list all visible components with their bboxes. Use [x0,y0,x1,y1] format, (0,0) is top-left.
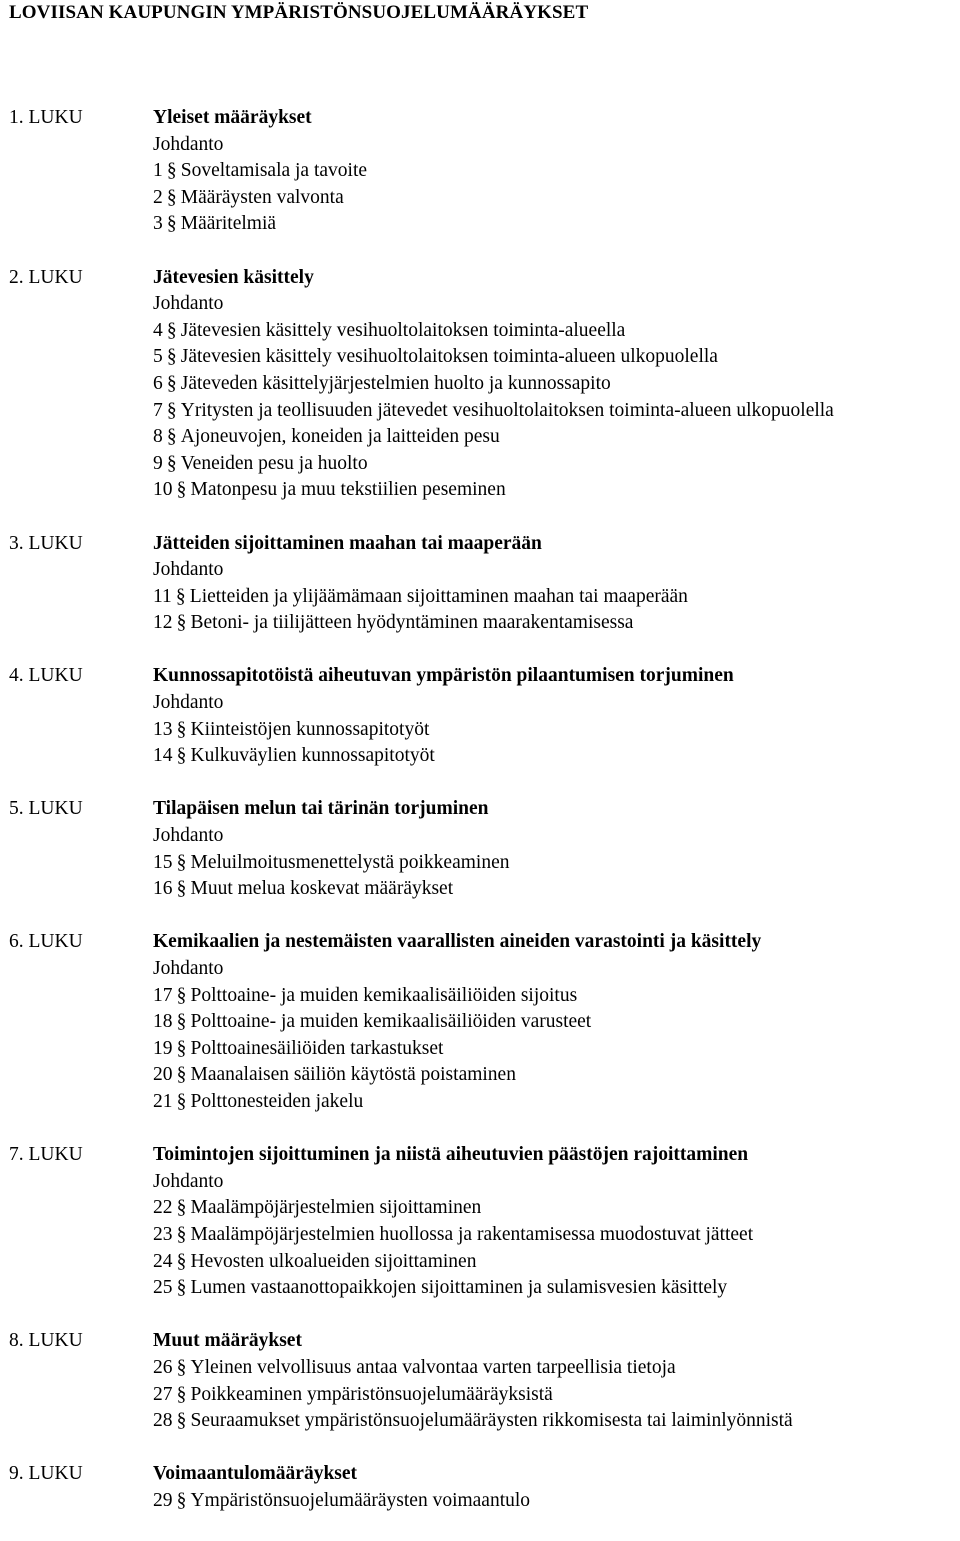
chapter-heading [0,1461,960,1488]
section-number: 16 [153,878,173,900]
section-entry [153,610,633,637]
chapter-heading [0,265,960,292]
chapter-heading [0,796,960,823]
intro-label: Johdanto [153,133,224,155]
section-item [0,983,960,1010]
paragraph-sign: § [166,186,177,208]
section-item [0,451,960,478]
section-title: Veneiden pesu ja huolto [180,452,368,474]
chapter-title: Kemikaalien ja nestemäisten vaarallisten aineiden varastointi ja käsittely [153,931,762,953]
section-number: 1 [153,160,163,182]
section-item [0,158,960,185]
chapter-title: Kunnossapitotöistä aiheutuvan ympäristön pilaantumisen torjuminen [153,665,734,687]
chapter-number: 3. LUKU [9,532,83,554]
section-item [0,876,960,903]
section-title: Jätevesien käsittely vesihuoltolaitoksen toiminta-alueella [180,319,626,341]
section-item [0,584,960,611]
chapter-title: Voimaantulomääräykset [153,1463,358,1485]
section-item [0,1195,960,1222]
chapter-heading [0,663,960,690]
section-title: Meluilmoitusmenettelystä poikkeaminen [190,851,510,873]
section-number: 21 [153,1090,173,1112]
section-entry [153,1089,363,1116]
section-title: Hevosten ulkoalueiden sijoittaminen [190,1250,477,1272]
section-entry [153,1249,476,1276]
section-entry [153,1382,553,1409]
section-item [0,211,960,238]
section-title: Soveltamisala ja tavoite [180,160,368,182]
section-number: 9 [153,452,163,474]
section-item [0,743,960,770]
chapter-intro [0,956,960,983]
section-number: 13 [153,718,173,740]
paragraph-sign: § [166,426,177,448]
section-number: 24 [153,1250,173,1272]
paragraph-sign: § [176,479,187,501]
paragraph-sign: § [166,160,177,182]
section-entry [153,1009,591,1036]
section-number: 5 [153,346,163,368]
chapter-heading [0,1142,960,1169]
paragraph-sign: § [176,1489,187,1511]
section-item [0,318,960,345]
section-item [0,1355,960,1382]
section-number: 19 [153,1037,173,1059]
section-item [0,850,960,877]
section-entry [153,477,506,504]
chapter-heading [0,105,960,132]
section-number: 26 [153,1356,173,1378]
chapter-number: 4. LUKU [9,665,83,687]
section-number: 27 [153,1383,173,1405]
section-number: 12 [153,612,173,634]
section-entry [153,983,577,1010]
chapter-title: Muut määräykset [153,1330,302,1352]
section-number: 18 [153,1011,173,1033]
chapter-number: 1. LUKU [9,107,83,128]
chapter-title: Toimintojen sijoittuminen ja niistä aiheutuvien päästöjen rajoittaminen [153,1144,749,1166]
section-number: 25 [153,1277,173,1299]
chapter-2 [0,265,960,504]
section-title: Yleinen velvollisuus antaa valvontaa varten tarpeellisia tietoja [190,1356,676,1378]
section-entry [153,211,276,238]
paragraph-sign: § [166,319,177,341]
chapter-5 [0,796,960,902]
chapter-8 [0,1328,960,1434]
section-title: Polttoaine- ja muiden kemikaalisäiliöiden varusteet [190,1011,592,1033]
section-number: 8 [153,426,163,448]
section-entry [153,451,368,478]
section-entry [153,876,453,903]
paragraph-sign: § [176,1383,187,1405]
paragraph-sign: § [166,452,177,474]
paragraph-sign: § [176,1197,187,1219]
intro-label: Johdanto [153,559,224,581]
intro-label: Johdanto [153,293,224,315]
paragraph-sign: § [166,213,177,235]
section-number: 17 [153,984,173,1006]
chapter-heading [0,929,960,956]
section-entry [153,1355,676,1382]
section-entry [153,1195,481,1222]
section-item [0,344,960,371]
section-entry [153,371,611,398]
section-number: 22 [153,1197,173,1219]
section-entry [153,1062,516,1089]
section-title: Kulkuväylien kunnossapitotyöt [190,745,435,767]
section-title: Seuraamukset ympäristönsuojelumääräysten rikkomisesta tai laiminlyönnistä [190,1410,793,1432]
section-number: 28 [153,1410,173,1432]
chapter-intro [0,291,960,318]
chapter-number: 2. LUKU [9,266,83,288]
section-title: Maalämpöjärjestelmien huollossa ja rakentamisessa muodostuvat jätteet [190,1223,754,1245]
section-item [0,1009,960,1036]
paragraph-sign: § [176,1356,187,1378]
section-title: Polttonesteiden jakelu [190,1090,364,1112]
section-entry [153,185,344,212]
chapter-intro [0,1169,960,1196]
chapter-title: Yleiset määräykset [153,107,312,128]
intro-label: Johdanto [153,825,224,847]
section-title: Betoni- ja tiilijätteen hyödyntäminen maarakentamisessa [190,612,634,634]
section-title: Määräysten valvonta [180,186,344,208]
chapter-title: Tilapäisen melun tai tärinän torjuminen [153,798,489,820]
section-number: 14 [153,745,173,767]
section-item [0,1062,960,1089]
section-item [0,1408,960,1435]
section-title: Lietteiden ja ylijäämämaan sijoittaminen maahan tai maaperään [189,585,688,607]
section-title: Kiinteistöjen kunnossapitotyöt [190,718,430,740]
paragraph-sign: § [176,612,187,634]
chapter-9 [0,1461,960,1514]
section-number: 11 [153,585,172,607]
section-title: Määritelmiä [180,213,277,235]
chapter-intro [0,823,960,850]
section-entry [153,1222,753,1249]
section-item [0,1488,960,1515]
section-item [0,1275,960,1302]
paragraph-sign: § [175,585,186,607]
section-entry [153,318,625,345]
section-item [0,717,960,744]
paragraph-sign: § [176,718,187,740]
chapter-heading [0,531,960,558]
section-entry [153,1488,530,1515]
section-item [0,371,960,398]
chapter-number: 8. LUKU [9,1330,83,1352]
paragraph-sign: § [176,1223,187,1245]
paragraph-sign: § [176,1277,187,1299]
section-item [0,1249,960,1276]
section-item [0,477,960,504]
section-number: 7 [153,399,163,421]
chapter-3 [0,531,960,637]
section-entry [153,158,367,185]
paragraph-sign: § [166,372,177,394]
paragraph-sign: § [176,851,187,873]
section-title: Ajoneuvojen, koneiden ja laitteiden pesu [180,426,500,448]
chapter-4 [0,663,960,769]
chapter-number: 5. LUKU [9,798,83,820]
chapter-title: Jätteiden sijoittaminen maahan tai maaperään [153,532,542,554]
section-title: Lumen vastaanottopaikkojen sijoittaminen ja sulamisvesien käsittely [190,1277,728,1299]
chapter-6 [0,929,960,1115]
section-item [0,1222,960,1249]
section-item [0,1089,960,1116]
section-entry [153,344,718,371]
section-title: Jätevesien käsittely vesihuoltolaitoksen toiminta-alueen ulkopuolella [180,346,718,368]
chapter-number: 7. LUKU [9,1144,83,1166]
chapter-intro [0,690,960,717]
section-entry [153,1275,727,1302]
paragraph-sign: § [176,1090,187,1112]
paragraph-sign: § [166,399,177,421]
section-number: 15 [153,851,173,873]
chapter-7 [0,1142,960,1302]
section-title: Maalämpöjärjestelmien sijoittaminen [190,1197,482,1219]
section-entry [153,584,688,611]
section-number: 2 [153,186,163,208]
section-number: 6 [153,372,163,394]
section-title: Matonpesu ja muu tekstiilien peseminen [190,479,506,501]
section-entry [153,717,429,744]
paragraph-sign: § [176,1250,187,1272]
section-number: 4 [153,319,163,341]
section-entry [153,424,500,451]
paragraph-sign: § [176,878,187,900]
paragraph-sign: § [176,1037,187,1059]
chapter-number: 9. LUKU [9,1463,83,1485]
paragraph-sign: § [166,346,177,368]
paragraph-sign: § [176,745,187,767]
document-title: LOVIISAN KAUPUNGIN YMPÄRISTÖNSUOJELUMÄÄRÄYKSET [9,2,589,23]
table-of-contents [0,105,960,1541]
intro-label: Johdanto [153,692,224,714]
section-entry [153,1408,793,1435]
chapter-intro [0,132,960,159]
intro-label: Johdanto [153,1170,224,1192]
paragraph-sign: § [176,1410,187,1432]
section-number: 3 [153,213,163,235]
section-title: Maanalaisen säiliön käytöstä poistaminen [190,1064,516,1086]
section-item [0,398,960,425]
section-number: 10 [153,479,173,501]
section-entry [153,1036,443,1063]
chapter-heading [0,1328,960,1355]
section-title: Polttoainesäiliöiden tarkastukset [190,1037,444,1059]
section-item [0,185,960,212]
section-item [0,424,960,451]
paragraph-sign: § [176,1064,187,1086]
section-title: Yritysten ja teollisuuden jätevedet vesihuoltolaitoksen toiminta-alueen ulkopuolella [180,399,834,421]
section-entry [153,850,509,877]
chapter-number: 6. LUKU [9,931,83,953]
section-title: Jäteveden käsittelyjärjestelmien huolto ja kunnossapito [180,372,611,394]
section-item [0,1382,960,1409]
section-item [0,1036,960,1063]
section-title: Ympäristönsuojelumääräysten voimaantulo [190,1489,531,1511]
section-entry [153,398,834,425]
section-title: Muut melua koskevat määräykset [190,878,454,900]
section-title: Polttoaine- ja muiden kemikaalisäiliöiden sijoitus [190,984,578,1006]
section-number: 20 [153,1064,173,1086]
section-entry [153,743,435,770]
chapter-1 [0,105,960,238]
paragraph-sign: § [176,1011,187,1033]
section-number: 29 [153,1489,173,1511]
intro-label: Johdanto [153,958,224,979]
chapter-intro [0,557,960,584]
section-title: Poikkeaminen ympäristönsuojelumääräyksistä [190,1383,553,1405]
paragraph-sign: § [176,984,187,1006]
section-number: 23 [153,1223,173,1245]
chapter-title: Jätevesien käsittely [153,266,314,288]
section-item [0,610,960,637]
